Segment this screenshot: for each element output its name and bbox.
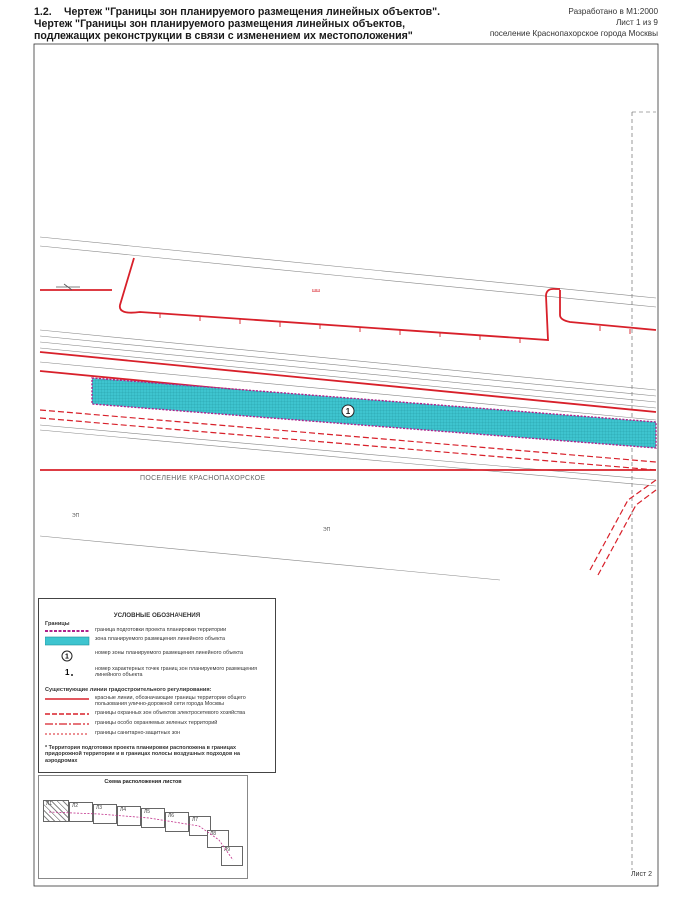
sheet-cell-2: Л2 [69, 802, 93, 822]
next-sheet-label: Лист 2 [630, 871, 652, 878]
sheet-layout-scheme [38, 775, 248, 879]
scheme-route-line [39, 776, 247, 878]
area-label: ПОСЕЛЕНИЕ КРАСНОПАХОРСКОЕ [140, 475, 266, 482]
zone-number: 1 [345, 407, 351, 416]
legend-borders-heading: Границы [45, 621, 70, 627]
zone-number-icon [45, 650, 91, 662]
dashed-red-line-icon [45, 710, 91, 718]
section-number: 1.2. [34, 6, 52, 18]
sheet-cell-8: Л8 [207, 830, 229, 848]
dashed-red-line-icon [45, 720, 91, 728]
legend [38, 598, 276, 773]
sheet-boundary-dashed [632, 112, 656, 870]
legend-item-text: номер зоны планируемого размещения линейного объекта [95, 650, 244, 656]
red-line-icon [45, 695, 91, 703]
scale-label: Разработано в М1:2000 [568, 7, 658, 16]
sheet-cell-4: Л4 [117, 806, 141, 826]
title-line-2: Чертеж "Границы зон планируемого размещения линейных объектов, [34, 18, 406, 30]
dashed-red-line-icon [45, 730, 91, 738]
zone-fill-icon [45, 636, 91, 646]
legend-item-text: границы особо охраняемых зеленых территорий [95, 720, 218, 726]
dashed-magenta-line-icon [45, 627, 91, 635]
title-line-3: подлежащих реконструкции в связи с изменением их местоположения" [34, 30, 413, 42]
title-line-1: Чертеж "Границы зон планируемого размещения линейных объектов". [64, 6, 441, 18]
map-label-3: ЭП [323, 527, 331, 533]
scheme-title: Схема расположения листов [104, 779, 182, 785]
legend-title: УСЛОВНЫЕ ОБОЗНАЧЕНИЯ [113, 612, 201, 619]
map-label-2: ЭП [72, 513, 80, 519]
svg-text:1: 1 [65, 668, 70, 677]
sheet-label: Лист 1 из 9 [615, 18, 658, 27]
settlement-label: поселение Краснопахорское города Москвы [489, 29, 658, 38]
sheet-cell-7: Л7 [189, 816, 211, 836]
sheet-cell-1: Л1 [43, 800, 69, 822]
map-label-1: шш [312, 288, 321, 294]
legend-item-text: границы охранных зон объектов электросетевого хозяйства [95, 710, 246, 716]
sheet-cell-3: Л3 [93, 804, 117, 824]
legend-item-text: красные линии, обозначающие границы территории общего пользования улично-дорожной сети города Москвы [95, 695, 246, 708]
sheet-cell-6: Л6 [165, 812, 189, 832]
legend-note: * Территория подготовки проекта планировки расположена в границах придорожной территории и в границах полосы воздушных подходов на аэродромах [45, 745, 241, 764]
sheet-cell-5: Л5 [141, 808, 165, 828]
legend-item-text: границы санитарно-защитных зон [95, 730, 181, 736]
legend-item-text: зона планируемого размещения линейного объекта [95, 636, 225, 642]
planned-zone [92, 378, 656, 448]
legend-existing-heading: Существующие линии градостроительного регулирования: [45, 687, 212, 693]
svg-text:1: 1 [65, 653, 69, 661]
point-number-icon [45, 666, 91, 678]
sheet-cell-9: Л9 [221, 846, 243, 866]
legend-item-text: граница подготовки проекта планировки территории [95, 627, 227, 633]
legend-item-text: номер характерных точек границ зон планируемого размещения линейного объекта [95, 666, 258, 679]
